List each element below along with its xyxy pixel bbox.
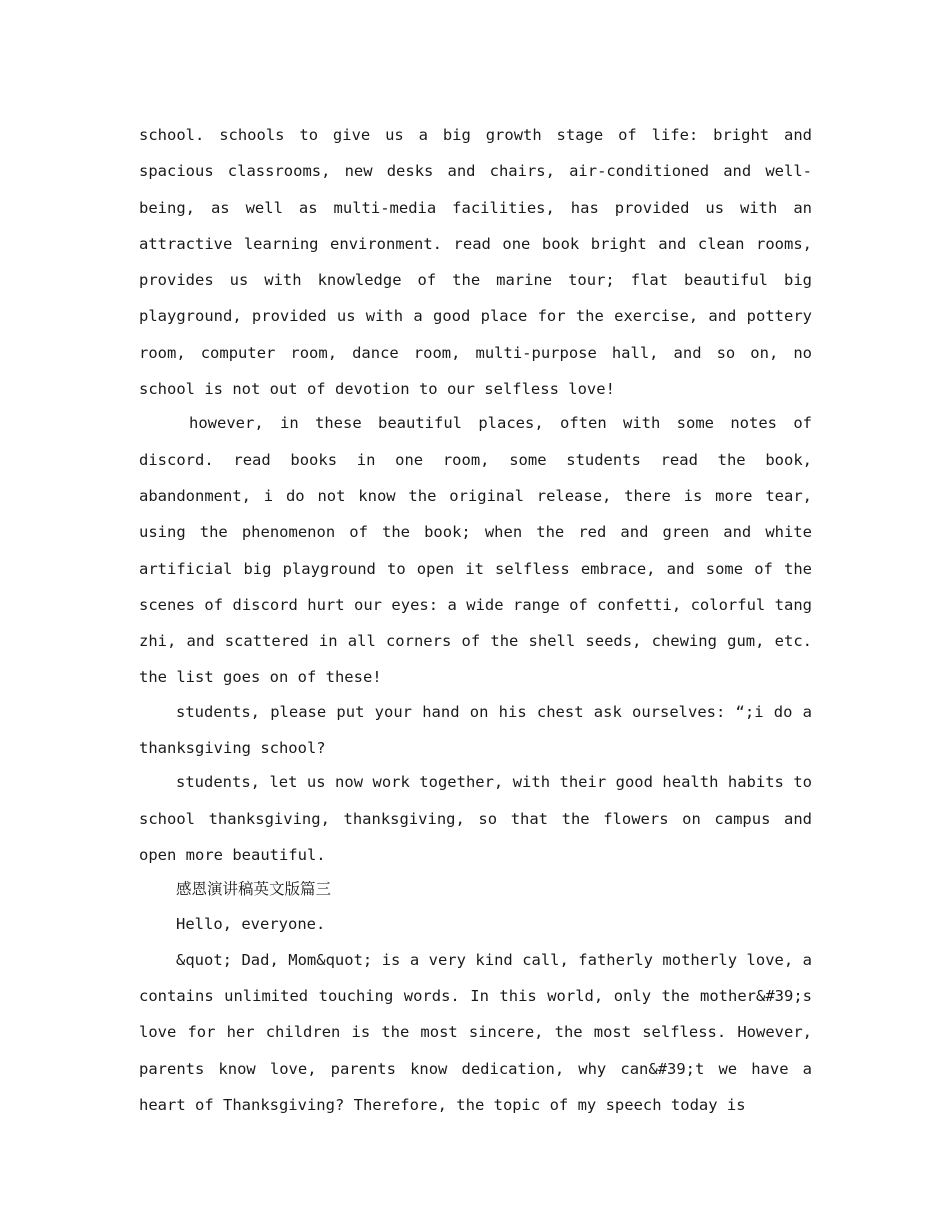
document-body	[139, 117, 812, 1123]
paragraph-dad-mom: &quot; Dad, Mom&quot; is a very kind call, fatherly motherly love, a contains unlimited touching words. In this world, only the mother&#39;s love for her children is the most sincere, the most selfless. However, parents know love, parents know dedication, why can&#39;t we have a heart of Thanksgiving? Therefore, the topic of my speech today is	[139, 950, 812, 1115]
paragraph-work-together: students, let us now work together, with their good health habits to school thanksgiving, thanksgiving, so that the flowers on campus and open more beautiful.	[139, 773, 812, 864]
paragraph-school-facilities: school. schools to give us a big growth stage of life: bright and spacious classrooms, new desks and chairs, air-conditioned and well-being, as well as multi-media facilities, has provided us with an attractive learning environment. read one book bright and clean rooms, provides us with knowledge of the marine tour; flat beautiful big playground, provided us with a good place for the exercise, and pottery room, computer room, dance room, multi-purpose hall, and so on, no school is not out of devotion to our selfless love!	[139, 126, 812, 399]
paragraph-ask-ourselves: students, please put your hand on his chest ask ourselves: “;i do a thanksgiving school?	[139, 702, 812, 758]
greeting-line: Hello, everyone.	[176, 914, 326, 933]
paragraph-discord: however, in these beautiful places, often with some notes of discord. read books in one room, some students read the book, abandonment, i do not know the original release, there is more tear, using the phenomenon of the book; when the red and green and white artificial big playground to open it selfless embrace, and some of the scenes of discord hurt our eyes: a wide range of confetti, colorful tang zhi, and scattered in all corners of the shell seeds, chewing gum, etc. the list goes on of these!	[139, 414, 812, 687]
section-heading: 感恩演讲稿英文版篇三	[176, 880, 332, 899]
